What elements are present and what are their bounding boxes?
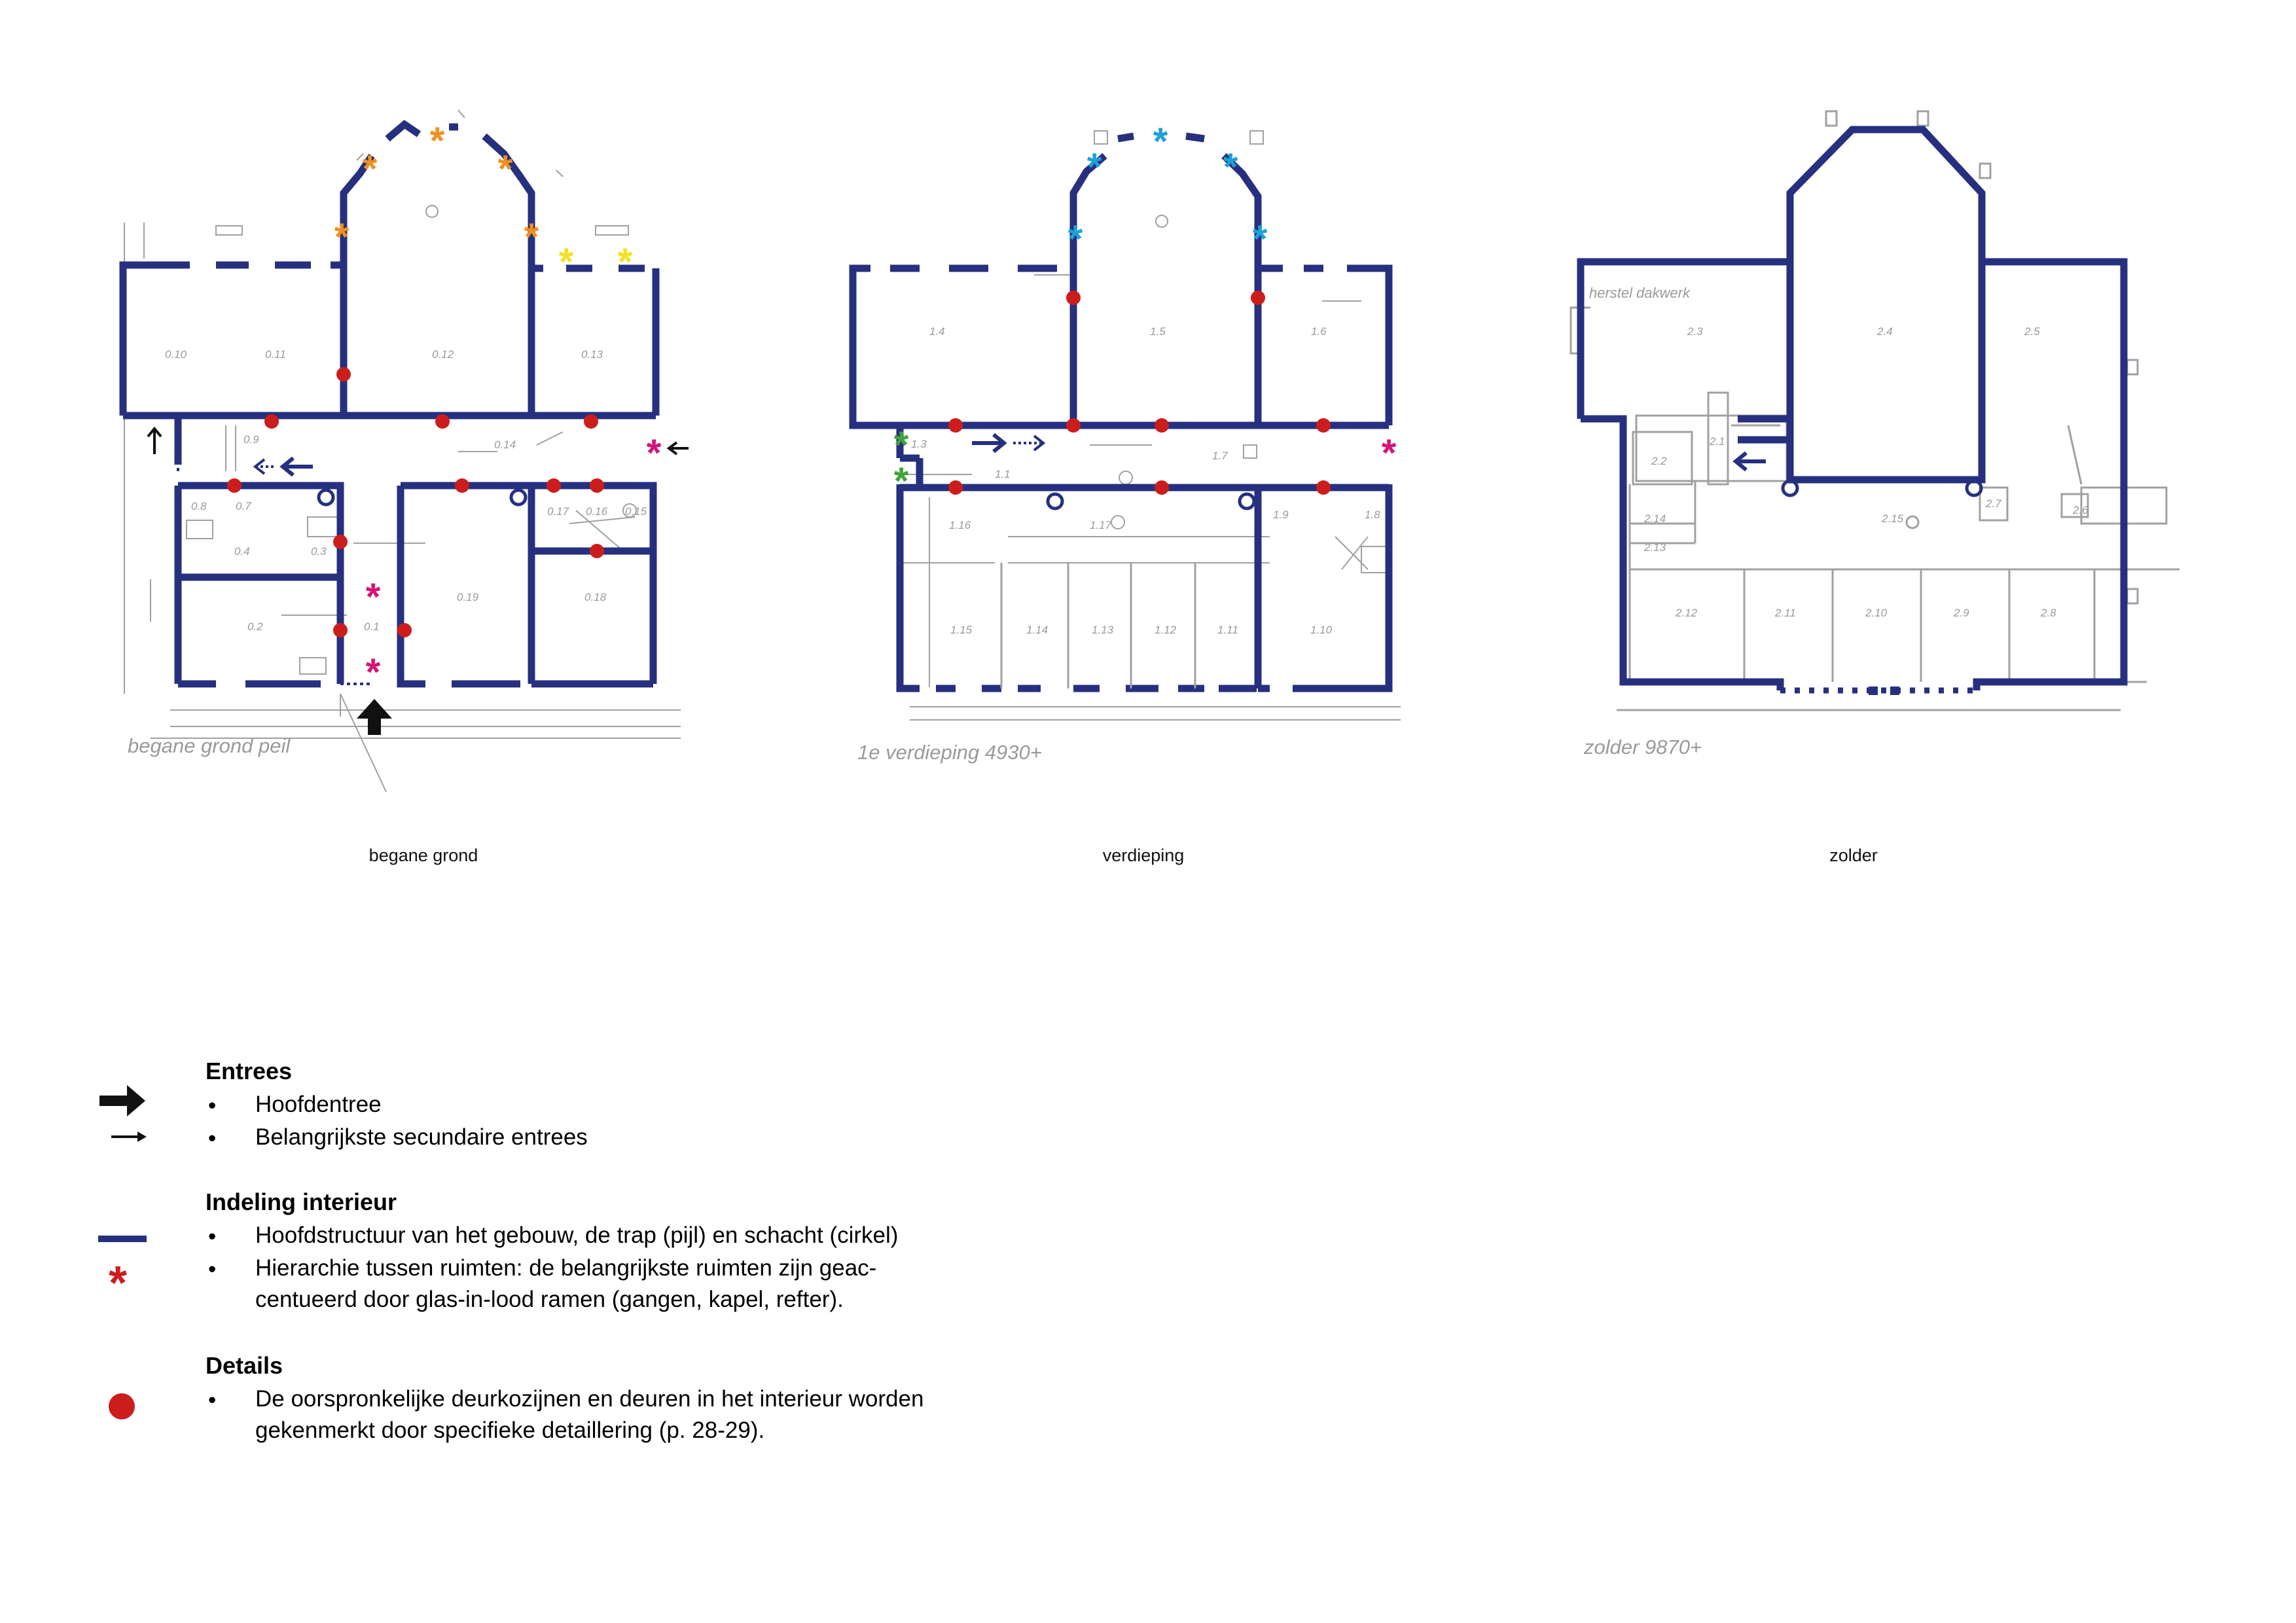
legend-item-hoofdstructuur: Hoofdstructuur van het gebouw, de trap (pijl) en schacht (cirkel): [255, 1222, 899, 1248]
legend: [0, 1047, 1113, 1505]
room-labels: [911, 325, 1380, 636]
room-label: 0.15: [625, 505, 647, 518]
room-label: 1.3: [911, 438, 927, 450]
plan-stamp: begane grond peil: [128, 734, 291, 757]
room-label: 0.8: [191, 500, 207, 512]
caption-begane-grond: begane grond: [368, 846, 478, 865]
svg-text:*: *: [362, 148, 378, 190]
room-label: 2.7: [1986, 497, 2001, 510]
legend-item-hierarchie-line1: Hierarchie tussen ruimten: de belangrijkste ruimten zijn geac-: [255, 1255, 877, 1281]
room-label: 0.3: [311, 545, 327, 558]
main-entrance-arrow: [357, 699, 392, 735]
asterisk-icon: *: [109, 1257, 128, 1310]
room-label: 2.2: [1651, 455, 1667, 467]
room-label: 0.4: [234, 545, 250, 558]
room-label: 0.11: [265, 348, 286, 361]
main-structure-walls: [123, 124, 656, 684]
room-label: 2.1: [1710, 435, 1725, 448]
plan-verdieping: [853, 120, 1401, 764]
room-label: 2.6: [2073, 504, 2089, 516]
door-dots: [227, 367, 604, 637]
svg-text:*: *: [617, 241, 633, 283]
room-label: 2.12: [1676, 607, 1698, 619]
room-label: 1.13: [1092, 624, 1114, 636]
room-label: 2.9: [1954, 607, 1969, 619]
room-label: 1.5: [1150, 325, 1166, 338]
shaft-circle: [1240, 494, 1254, 508]
sketch-underlay: [1571, 111, 2179, 710]
svg-text:*: *: [558, 241, 574, 283]
room-label: 2.13: [1644, 541, 1666, 554]
legend-item-hierarchie-line2: centueerd door glas-in-lood ramen (gangen, kapel, refter).: [255, 1287, 844, 1312]
legend-item-hierarchie: [255, 1253, 876, 1315]
room-label: 1.14: [1026, 624, 1049, 636]
room-label: 1.10: [1310, 624, 1333, 636]
bullet: •: [208, 1093, 217, 1118]
svg-text:*: *: [497, 148, 513, 190]
svg-text:*: *: [365, 576, 381, 618]
room-label: 1.4: [929, 325, 945, 338]
room-label: 0.14: [494, 438, 516, 451]
caption-zolder: zolder: [1829, 846, 1878, 865]
svg-text:*: *: [1067, 218, 1083, 260]
bullet: •: [208, 1224, 217, 1249]
sketch-underlay: [124, 110, 681, 792]
stair-arrow: [972, 435, 1043, 452]
door-dot-icon: [107, 1392, 136, 1421]
stair-arrow: [1736, 453, 1766, 470]
main-structure-walls: [853, 136, 1389, 688]
shaft-circle: [319, 490, 333, 505]
room-label: 0.16: [586, 505, 608, 518]
main-entrance-arrow-icon: [97, 1081, 149, 1120]
room-label: 2.10: [1865, 607, 1888, 619]
room-label: 1.15: [950, 624, 973, 636]
caption-verdieping: verdieping: [1102, 846, 1185, 865]
svg-text:*: *: [646, 432, 662, 474]
plan-zolder: [1571, 111, 2179, 758]
legend-item-secundaire-entrees: Belangrijkste secundaire entrees: [255, 1124, 588, 1150]
room-label: 0.13: [581, 348, 603, 361]
room-label: 1.9: [1273, 508, 1289, 521]
room-label: 0.9: [243, 433, 259, 446]
room-label: 2.4: [1877, 325, 1893, 338]
room-labels: [1643, 325, 2089, 619]
room-label: 2.5: [2024, 325, 2040, 338]
bullet: •: [208, 1387, 217, 1413]
svg-text:*: *: [893, 460, 909, 503]
legend-item-deurkozijnen: [255, 1383, 924, 1446]
room-label: 2.8: [2041, 607, 2056, 619]
room-label: 0.17: [547, 505, 569, 518]
legend-item-deurkozijnen-line1: De oorspronkelijke deurkozijnen en deuren in het interieur worden: [255, 1386, 924, 1412]
secondary-entrance-arrow: [148, 429, 689, 454]
room-label: 0.1: [364, 620, 380, 633]
structure-line-icon: [97, 1234, 149, 1243]
room-label: 2.3: [1687, 325, 1703, 338]
room-label: 1.16: [949, 519, 971, 531]
legend-item-hoofdentree: Hoofdentree: [255, 1092, 382, 1117]
room-label: 1.11: [1217, 624, 1238, 636]
svg-text:*: *: [524, 216, 539, 259]
room-label: 0.19: [457, 591, 479, 603]
room-label: 0.2: [247, 620, 263, 633]
legend-heading-details: Details: [206, 1352, 283, 1379]
bullet: •: [208, 1257, 217, 1282]
svg-text:*: *: [1153, 120, 1168, 163]
room-label: 1.8: [1365, 508, 1380, 521]
room-label: 0.10: [165, 348, 187, 361]
door-dots: [948, 291, 1331, 495]
room-label: 0.7: [236, 500, 251, 512]
shaft-circle: [511, 490, 526, 505]
room-label: 1.17: [1090, 519, 1112, 531]
legend-heading-indeling: Indeling interieur: [206, 1188, 397, 1215]
svg-text:*: *: [1086, 146, 1102, 188]
secondary-entrance-arrow-icon: [109, 1129, 148, 1145]
svg-text:*: *: [334, 216, 350, 259]
room-label: 2.15: [1882, 512, 1904, 525]
stained-glass-asterisks: [334, 120, 662, 694]
room-label: 1.1: [995, 468, 1011, 480]
bullet: •: [208, 1126, 217, 1151]
svg-text:*: *: [893, 424, 909, 467]
room-label: 2.11: [1775, 607, 1796, 619]
room-label: 1.12: [1155, 624, 1177, 636]
svg-text:*: *: [365, 651, 381, 694]
room-label: 0.12: [432, 348, 454, 361]
stair-arrow: [255, 458, 313, 475]
room-label: 1.7: [1212, 450, 1228, 462]
svg-text:*: *: [1223, 146, 1238, 188]
svg-text:*: *: [429, 120, 445, 162]
room-label: 2.14: [1644, 512, 1666, 525]
shaft-circle: [1048, 494, 1062, 508]
plan-stamp: zolder 9870+: [1584, 736, 1702, 758]
svg-text:*: *: [1252, 218, 1268, 260]
plan-begane-grond: [123, 110, 689, 792]
room-label: 0.18: [584, 591, 607, 603]
plan-note: herstel dakwerk: [1589, 285, 1691, 301]
svg-text:*: *: [1381, 432, 1397, 474]
legend-item-deurkozijnen-line2: gekenmerkt door specifieke detaillering (p. 28-29).: [255, 1418, 765, 1443]
legend-heading-entrees: Entrees: [206, 1058, 293, 1084]
plan-stamp: 1e verdieping 4930+: [857, 741, 1042, 764]
room-label: 1.6: [1311, 325, 1327, 338]
